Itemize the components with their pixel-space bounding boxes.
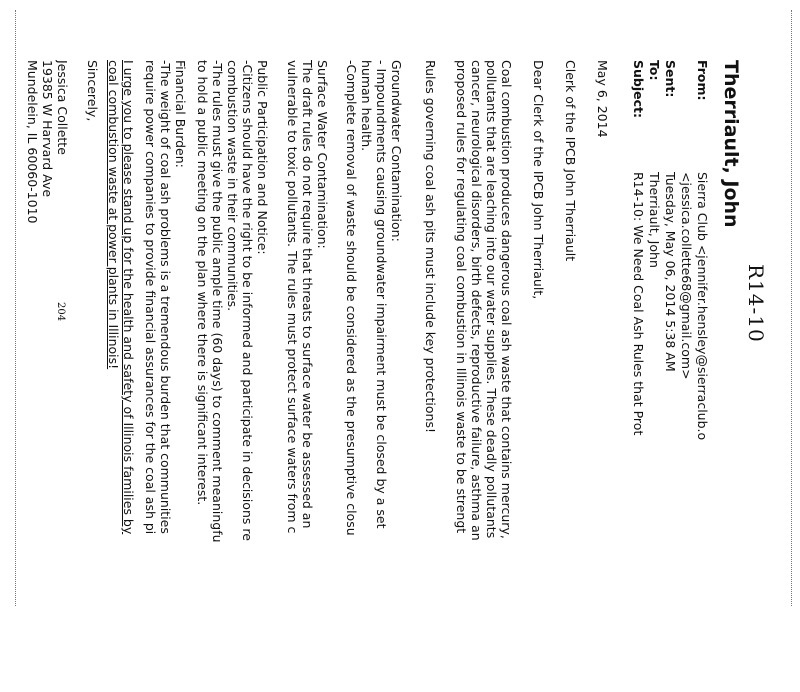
groundwater-section: Groundwater Contamination: - Impoundments causing groundwater impairment must be closed by a set human health. -Complete removal of waste should be considered as the presumptive closu [344, 60, 404, 536]
from-label: From: [695, 60, 710, 101]
letter-salutation: Dear Clerk of the IPCB John Therriault, [531, 60, 546, 300]
subject-value: R14-10: We Need Coal Ash Rules that Prot [631, 172, 646, 436]
subject-label: Subject: [631, 60, 646, 118]
closing-paragraph: I urge you to please stand up for the health and safety of Illinois families by coal combustion waste at power plants in Illinois! [106, 60, 136, 535]
from-value: Sierra Club <jennifer.hensley@sierraclub.o [695, 172, 710, 441]
signature-block: Jessica Collette 19385 W Harvard Ave Mundelein, IL 60060-1010 [25, 60, 70, 224]
letter-date: May 6, 2014 [595, 60, 610, 138]
sent-value: Tuesday, May 06, 2014 5:38 AM [663, 172, 678, 372]
letter-recipient: Clerk of the IPCB John Therriault [563, 60, 578, 262]
to-value: Therriault, John [647, 172, 662, 268]
intro-paragraph: Coal combustion produces dangerous coal ash waste that contains mercury, pollutants that are leaching into our water supplies. These deadly pollutants cancer, neurological disorders, birth defects, reproductive failure, asthma an proposed rules for regulating coal combustion in Illinois waste to be strengt [454, 60, 514, 541]
surface-water-section: Surface Water Contamination: The draft rules do not require that threats to surface water be assessed an vulnerable to toxic pollutants. The rules must protect surface waters from c [285, 60, 330, 534]
bottom-margin-rule [15, 10, 16, 606]
recipient-heading: Therriault, John [720, 60, 742, 228]
docket-stamp: R14-10 [744, 264, 768, 343]
rules-line: Rules governing coal ash pits must include key protections! [423, 60, 438, 433]
from-value-2: <jessica.collette68@gmail.com> [679, 172, 694, 380]
sincerely-line: Sincerely, [85, 60, 100, 122]
financial-section: Financial Burden: -The weight of coal ash problems is a tremendous burden that communities require power companies to provide financial assurances for the coal ash pi [143, 60, 188, 535]
sent-label: Sent: [663, 60, 678, 98]
page-number: 204 [55, 302, 66, 322]
to-label: To: [647, 60, 662, 81]
public-participation-section: Public Participation and Notice: -Citizens should have the right to be informed and participate in decisions re combustion waste in their communities. -The rules must give the public ample time (60 days) to comment meaningfu to hold a public meeting on the plan where there is significant interest. [195, 60, 270, 543]
top-margin-rule [791, 10, 792, 606]
